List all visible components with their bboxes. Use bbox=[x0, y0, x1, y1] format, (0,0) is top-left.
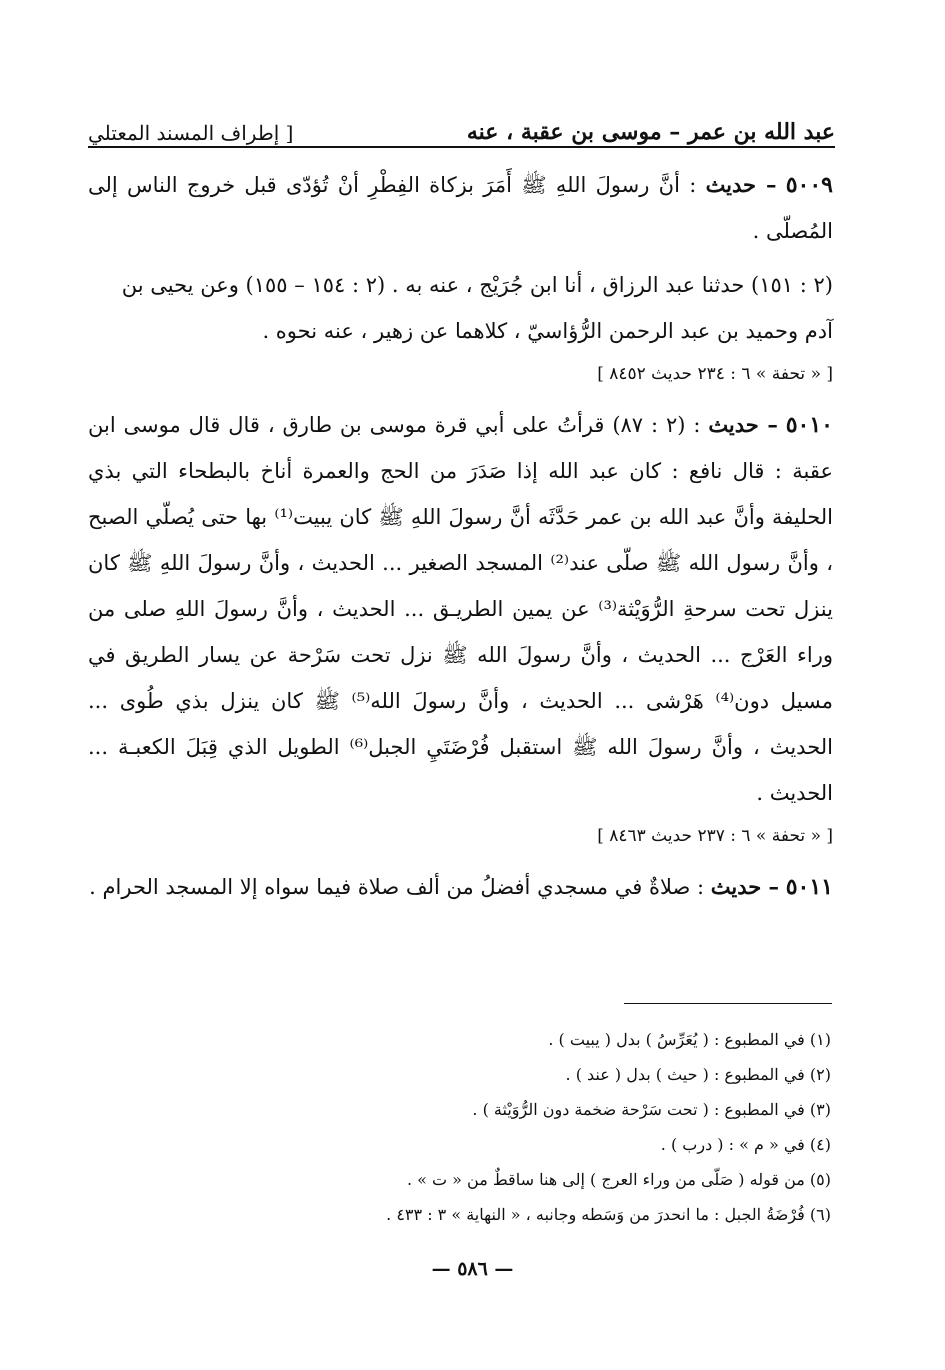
isnad-5009: (٢ : ١٥١) حدثنا عبد الرزاق ، أنا ابن جُرَيْج ، عنه به . (٢ : ١٥٤ – ١٥٥) وعن يحيى بن آدم وحميد بن عبد الرحمن الرُّؤاسيّ ، كلاهما عن زهير ، عنه نحوه . bbox=[121, 273, 833, 343]
header-rule bbox=[88, 146, 835, 148]
citation-5010: [ « تحفة » ٦ : ٢٣٧ حديث ٨٤٦٣ ] bbox=[597, 826, 833, 846]
footnote: (٢) في المطبوع : ( حيث ) بدل ( عند ) . bbox=[565, 1065, 831, 1084]
footnote: (٥) من قوله ( صَلّى من وراء العرج ) إلى هنا ساقطٌ من « ت » . bbox=[406, 1170, 831, 1189]
hadith-entry-5010: ٥٠١٠ – حديث : (٢ : ٨٧) قرأتُ على أبي قرة موسى بن طارق ، قال قال موسى ابن عقبة : قال نافع : كان عبد الله إذا صَدَرَ من الحج والعمرة أناخ بالبطحاء التي بذي الحليفة وأنَّ عبد الله بن عمر حَدَّثَه أنَّ رسولَ اللهِ ﷺ كان يبيت⁽¹⁾ بها حتى يُصلّي الصبح ، وأنَّ رسول الله ﷺ صلّى عند⁽²⁾ المسجد الصغير ... الحديث ، وأنَّ رسولَ اللهِ ﷺ كان ينزل تحت سرحةِ الرُّوَيْثة⁽³⁾ عن يمين الطريـق ... الحديث ، وأنَّ رسولَ اللهِ صلى من وراء العَرْج ... الحديث ، وأنَّ رسولَ الله ﷺ نزل تحت سَرْحة عن يسار الطريق في مسيل دون⁽⁴⁾ هَرْشى ... الحديث ، وأنَّ رسولَ الله⁽⁵⁾ ﷺ كان ينزل بذي طُوى ... الحديث ، وأنَّ رسولَ الله ﷺ استقبل فُرْضَتَيِ الجبل⁽⁶⁾ الطويل الذي قِبَلَ الكعبـة ... الحديث . bbox=[88, 412, 834, 805]
hadith-number: ٥٠٠٩ bbox=[785, 172, 833, 198]
header-right-title: عبد الله بن عمر – موسى بن عقبة ، عنه bbox=[466, 119, 835, 145]
running-header bbox=[88, 105, 835, 145]
hadith-number: ٥٠١١ bbox=[785, 874, 833, 900]
footnotes bbox=[250, 1022, 831, 1232]
header-left-title: [ إطراف المسند المعتلي bbox=[88, 121, 294, 145]
hadith-keyword: حديث bbox=[710, 874, 762, 899]
page-number: — ٥٨٦ — bbox=[431, 1258, 514, 1280]
footnote: (٦) فُرْضَةُ الجبل : ما انحدرَ من وَسَطه وجانبه ، « النهاية » ٣ : ٤٣٣ . bbox=[386, 1205, 831, 1224]
hadith-text: : صلاةٌ في مسجدي أفضلُ من ألف صلاة فيما سواه إلا المسجد الحرام . bbox=[89, 875, 711, 899]
citation-5009: [ « تحفة » ٦ : ٢٣٤ حديث ٨٤٥٢ ] bbox=[597, 364, 833, 384]
hadith-entry-5009: ٥٠٠٩ – حديث : أنَّ رسولَ اللهِ ﷺ أَمَرَ بزكاة الفِطْرِ أنْ تُؤدّى قبل خروج الناس إلى المُصلّى . bbox=[88, 172, 833, 243]
hadith-text: : أنَّ رسولَ اللهِ ﷺ أَمَرَ بزكاة الفِطْرِ أنْ تُؤدّى قبل خروج الناس إلى المُصلّى . bbox=[88, 173, 833, 243]
footnote: (١) في المطبوع : ( يُعَرِّسُ ) بدل ( يبيت ) . bbox=[548, 1030, 831, 1049]
hadith-text: : (٢ : ٨٧) قرأتُ على أبي قرة موسى بن طارق ، قال قال موسى ابن عقبة : قال نافع : كان عبد الله إذا صَدَرَ من الحج والعمرة أناخ بالبطحاء التي بذي الحليفة وأنَّ عبد الله بن عمر حَدَّثَه أنَّ رسولَ اللهِ ﷺ كان يبيت⁽¹⁾ بها حتى يُصلّي الصبح ، وأنَّ رسول الله ﷺ صلّى عند⁽²⁾ المسجد الصغير ... الحديث ، وأنَّ رسولَ اللهِ ﷺ كان ينزل تحت سرحةِ الرُّوَيْثة⁽³⁾ عن يمين الطريـق ... الحديث ، وأنَّ رسولَ اللهِ صلى من وراء العَرْج ... الحديث ، وأنَّ رسولَ الله ﷺ نزل تحت سَرْحة عن يسار الطريق في مسيل دون⁽⁴⁾ هَرْشى ... الحديث ، وأنَّ رسولَ الله⁽⁵⁾ ﷺ كان ينزل بذي طُوى ... الحديث ، وأنَّ رسولَ الله ﷺ استقبل فُرْضَتَيِ الجبل⁽⁶⁾ الطويل الذي قِبَلَ الكعبـة ... الحديث . bbox=[88, 413, 834, 805]
main-text bbox=[88, 162, 833, 910]
hadith-keyword: حديث bbox=[708, 412, 759, 437]
hadith-number: ٥٠١٠ bbox=[785, 412, 833, 438]
footnote: (٤) في « م » : ( درب ) . bbox=[660, 1135, 831, 1154]
footnote: (٣) في المطبوع : ( تحت سَرْحة ضخمة دون الرُّوَيْثة ) . bbox=[472, 1100, 831, 1119]
hadith-entry-5011: ٥٠١١ – حديث : صلاةٌ في مسجدي أفضلُ من ألف صلاة فيما سواه إلا المسجد الحرام . bbox=[89, 874, 833, 900]
footnote-rule bbox=[624, 1003, 832, 1004]
hadith-keyword: حديث bbox=[705, 172, 757, 197]
